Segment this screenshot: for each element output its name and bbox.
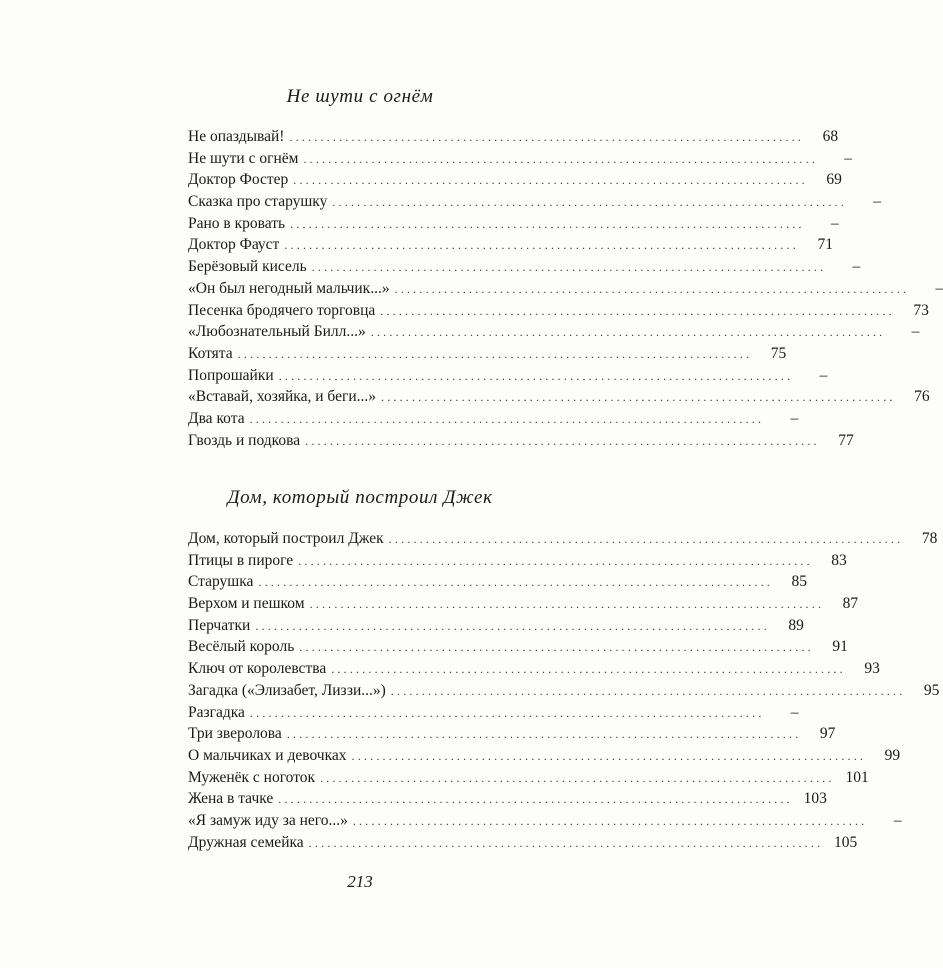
toc-entry-page: 89: [788, 616, 804, 634]
toc-entry: [188, 388, 930, 410]
toc-entry: [188, 811, 902, 834]
toc-entry-page: 73: [913, 301, 929, 319]
dot-leader: ...................................................................................: [293, 173, 808, 188]
toc-section-1: [188, 128, 943, 453]
dot-leader: ...................................................................................: [278, 368, 794, 383]
toc-entry: [188, 595, 859, 617]
dot-leader: ...................................................................................: [309, 597, 825, 612]
toc-entry-title: Ключ от королевства: [188, 660, 327, 678]
toc-entry-title: Птицы в пироге: [188, 551, 294, 569]
dot-leader: ...................................................................................: [388, 532, 904, 546]
toc-entry-title: Берёзовый кисель: [188, 258, 307, 276]
toc-entry-title: «Любознательный Билл...»: [188, 323, 366, 341]
toc-entry-title: Перчатки: [188, 616, 251, 634]
dot-leader: ...................................................................................: [284, 238, 799, 253]
dot-leader: ...................................................................................: [370, 325, 886, 340]
dot-leader: ...................................................................................: [258, 575, 773, 590]
dot-leader: ...................................................................................: [394, 281, 910, 296]
dot-leader: ...................................................................................: [249, 705, 765, 720]
toc-entry-page: 91: [832, 638, 848, 656]
toc-entry-title: Сказка про старушку: [188, 193, 328, 211]
toc-entry-page: –: [790, 409, 799, 427]
toc-entry: [188, 366, 828, 389]
toc-entry-title: Песенка бродячего торговца: [188, 301, 376, 319]
dot-leader: ...................................................................................: [380, 303, 895, 318]
toc-entry: [188, 660, 880, 682]
dot-leader: ...................................................................................: [289, 130, 805, 144]
toc-entry-page: –: [790, 703, 799, 721]
toc-entry: [188, 279, 943, 302]
toc-entry-title: Три зверолова: [188, 725, 282, 743]
dot-leader: ...................................................................................: [390, 683, 906, 698]
toc-entry: [188, 616, 804, 639]
section-title-2: Дом, который построил Джек: [227, 487, 493, 508]
page-number: 213: [347, 872, 373, 891]
toc-entry-page: 85: [791, 573, 807, 591]
toc-entry: [188, 323, 920, 345]
toc-entry-page: 103: [803, 790, 827, 808]
toc-entry: [188, 214, 839, 237]
toc-entry-page: 105: [834, 833, 858, 851]
toc-entry-page: 83: [831, 551, 847, 569]
toc-entry: [188, 171, 842, 193]
toc-entry-page: –: [935, 279, 943, 297]
toc-entry: [188, 530, 938, 552]
toc-entry: [188, 258, 861, 280]
toc-section-2: [188, 530, 940, 855]
toc-entry-page: –: [819, 366, 828, 384]
toc-entry-title: Муженёк с ноготок: [188, 768, 316, 786]
toc-entry-title: «Он был негодный мальчик...»: [188, 279, 390, 297]
toc-entry: [188, 409, 799, 432]
toc-entry-page: –: [852, 258, 861, 276]
dot-leader: ...................................................................................: [290, 216, 805, 231]
toc-entry-title: Не опаздывай!: [188, 128, 285, 145]
toc-entry-title: Дом, который построил Джек: [188, 530, 384, 547]
toc-entry-title: Два кота: [188, 409, 245, 427]
dot-leader: ...................................................................................: [352, 813, 868, 828]
dot-leader: ...................................................................................: [308, 835, 824, 850]
toc-entry-title: Попрошайки: [188, 366, 274, 384]
toc-entry-page: –: [873, 193, 881, 211]
toc-entry-title: Разгадка: [188, 703, 245, 721]
toc-entry-page: 101: [845, 768, 869, 786]
toc-entry-title: Доктор Фостер: [188, 171, 289, 189]
toc-entry-page: 68: [822, 128, 839, 145]
dot-leader: ...................................................................................: [331, 662, 846, 677]
toc-entry-page: 99: [884, 746, 901, 764]
toc-entry: [188, 236, 833, 258]
toc-entry-title: О мальчиках и девочках: [188, 746, 347, 764]
toc-entry-title: «Вставай, хозяйка, и беги...»: [188, 388, 376, 406]
toc-entry: [188, 833, 858, 856]
toc-entry-title: Старушка: [188, 573, 254, 591]
toc-entry-page: –: [911, 323, 920, 341]
toc-entry-title: Дружная семейка: [188, 833, 304, 851]
toc-entry: [188, 768, 869, 791]
toc-entry-page: –: [844, 149, 853, 167]
dot-leader: ...................................................................................: [249, 411, 765, 426]
toc-entry: [188, 746, 901, 769]
toc-entry-title: «Я замуж иду за него...»: [188, 811, 348, 829]
toc-entry-title: Не шути с огнём: [188, 149, 299, 167]
dot-leader: ...................................................................................: [286, 727, 802, 742]
toc-entry: [188, 681, 940, 704]
toc-entry: [188, 573, 807, 595]
toc-entry: [188, 551, 847, 574]
dot-leader: ...................................................................................: [381, 390, 896, 405]
toc-entry: [188, 128, 839, 150]
dot-leader: ...................................................................................: [237, 346, 753, 361]
toc-entry: [188, 149, 853, 172]
toc-entry: [188, 725, 836, 747]
toc-entry-page: 77: [838, 431, 854, 449]
toc-entry-page: –: [830, 214, 839, 232]
toc-entry-title: Гвоздь и подкова: [188, 431, 301, 449]
dot-leader: ...................................................................................: [351, 748, 867, 763]
toc-entry-title: Весёлый король: [188, 638, 295, 656]
toc-entry: [188, 703, 799, 726]
toc-entry-page: 97: [819, 725, 836, 743]
dot-leader: ...................................................................................: [255, 618, 770, 633]
dot-leader: ...................................................................................: [311, 260, 827, 275]
toc-entry: [188, 193, 881, 215]
toc-entry: [188, 431, 854, 454]
toc-entry-page: 95: [923, 681, 940, 699]
toc-entry-page: 93: [864, 660, 880, 678]
toc-entry-title: Рано в кровать: [188, 214, 286, 232]
toc-entry-title: Доктор Фауст: [188, 236, 280, 254]
dot-leader: ...................................................................................: [320, 770, 835, 785]
toc-entry-page: 71: [817, 236, 833, 254]
toc-entry: [188, 344, 787, 367]
toc-entry-page: 75: [770, 344, 787, 362]
section-title-1: Не шути с огнём: [286, 86, 434, 107]
toc-entry-title: Котята: [188, 344, 233, 362]
toc-entry-page: –: [893, 811, 902, 829]
toc-entry-page: 78: [921, 530, 938, 547]
toc-entry-title: Верхом и пешком: [188, 595, 305, 613]
toc-entry: [188, 301, 929, 324]
toc-entry-page: 69: [826, 171, 842, 189]
dot-leader: ...................................................................................: [278, 792, 793, 807]
toc-entry: [188, 790, 827, 812]
toc-entry: [188, 638, 848, 660]
dot-leader: ...................................................................................: [303, 151, 819, 166]
dot-leader: ...................................................................................: [305, 433, 820, 448]
toc-entry-page: 87: [842, 595, 859, 613]
toc-entry-title: Жена в тачке: [188, 790, 274, 808]
dot-leader: ...................................................................................: [332, 195, 847, 210]
dot-leader: ...................................................................................: [298, 553, 813, 568]
dot-leader: ...................................................................................: [299, 640, 814, 655]
toc-entry-title: Загадка («Элизабет, Лиззи...»): [188, 681, 386, 699]
toc-entry-page: 76: [914, 388, 930, 406]
